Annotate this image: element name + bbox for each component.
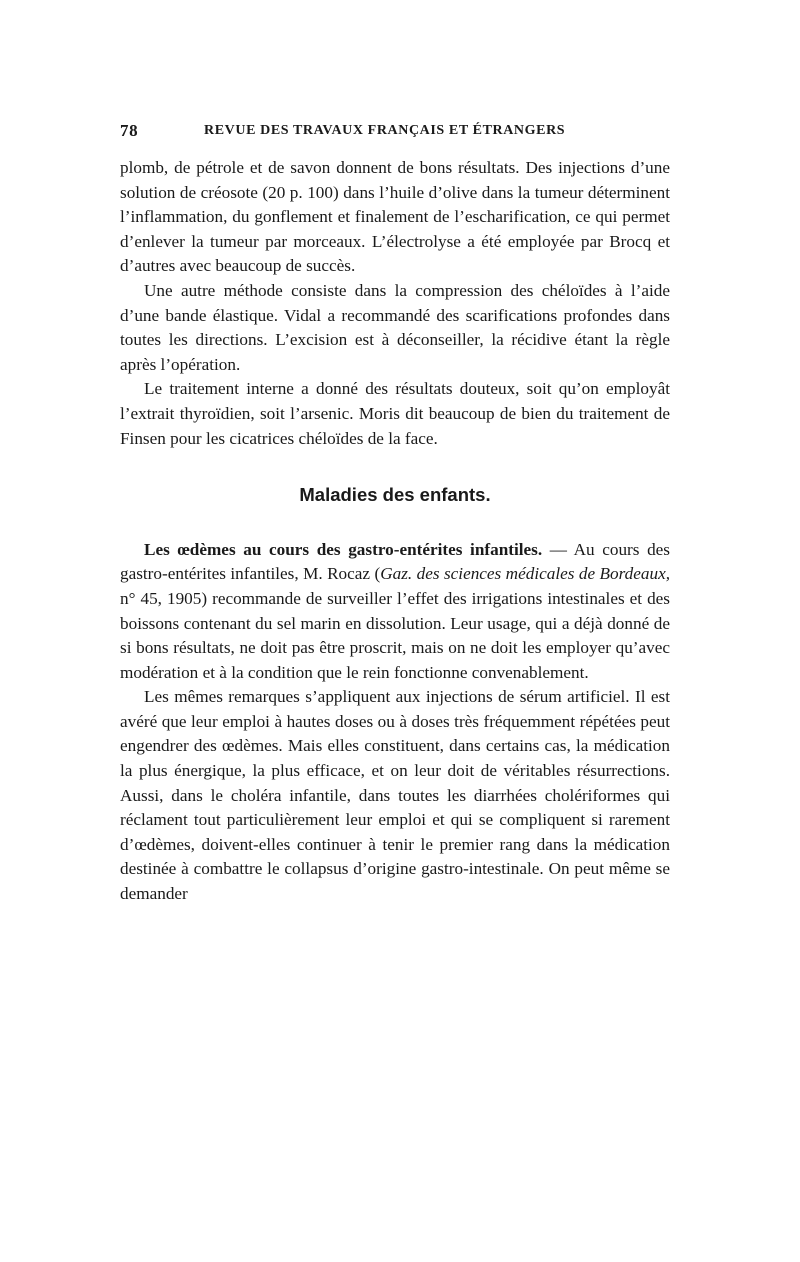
article-title: Les œdèmes au cours des gastro-entérites infantiles.: [144, 539, 543, 559]
running-head: REVUE DES TRAVAUX FRANÇAIS ET ÉTRANGERS: [204, 123, 566, 138]
page-header: [120, 121, 680, 141]
section-heading: Maladies des enfants.: [299, 484, 491, 506]
paragraph: Une autre méthode consiste dans la compression des chéloïdes à l’aide d’une bande élastique. Vidal a recommandé des scarifications profondes dans toutes les directions. L’excision est à déconseiller, la récidive étant la règle après l’opération.: [120, 280, 670, 374]
article-body: n° 45, 1905) recommande de surveiller l’effet des irrigations intestinales et des boissons contenant du sel marin en dissolution. Leur usage, qui a déjà donné de si bons résultats, ne doit pas être proscrit, mais on ne doit les employer qu’avec modération et à la condition que le rein fonctionne convenablement.: [120, 588, 670, 682]
paragraph: Les mêmes remarques s’appliquent aux injections de sérum artificiel. Il est avéré que leur emploi à hautes doses ou à doses très fréquemment répétées peut engendrer des œdèmes. Mais elles constituent, dans certains cas, la médication la plus énergique, la plus efficace, et on leur doit de véritables résurrections. Aussi, dans le choléra infantile, dans toutes les diarrhées cholériformes qui réclament tout particulièrement leur emploi et qui se compliquent si rarement d’œdèmes, doivent-elles continuer à tenir le premier rang dans la médication destinée à combattre le collapsus d’origine gastro-intestinale. On peut même se demander: [120, 687, 670, 904]
body-text: [120, 156, 670, 907]
article-paragraph: [120, 538, 670, 686]
paragraph-continued: plomb, de pétrole et de savon donnent de bons résultats. Des injections d’une solution de créosote (20 p. 100) dans l’huile d’olive dans la tumeur déterminent l’inflammation, du gonflement et finalement de l’escharification, ce qui permet d’enlever la tumeur par morceaux. L’électrolyse a été employée par Brocq et d’autres avec beaucoup de succès.: [120, 158, 670, 276]
article-intro: — Au cours des gastro-entérites infantiles, M. Rocaz (: [120, 539, 670, 584]
page-number: 78: [120, 121, 139, 140]
paragraph: Le traitement interne a donné des résultats douteux, soit qu’on employât l’extrait thyroïdien, soit l’arsenic. Moris dit beaucoup de bien du traitement de Finsen pour les cicatrices chéloïdes de la face.: [120, 379, 670, 448]
journal-citation: Gaz. des sciences médicales de Bordeaux,: [380, 564, 670, 584]
